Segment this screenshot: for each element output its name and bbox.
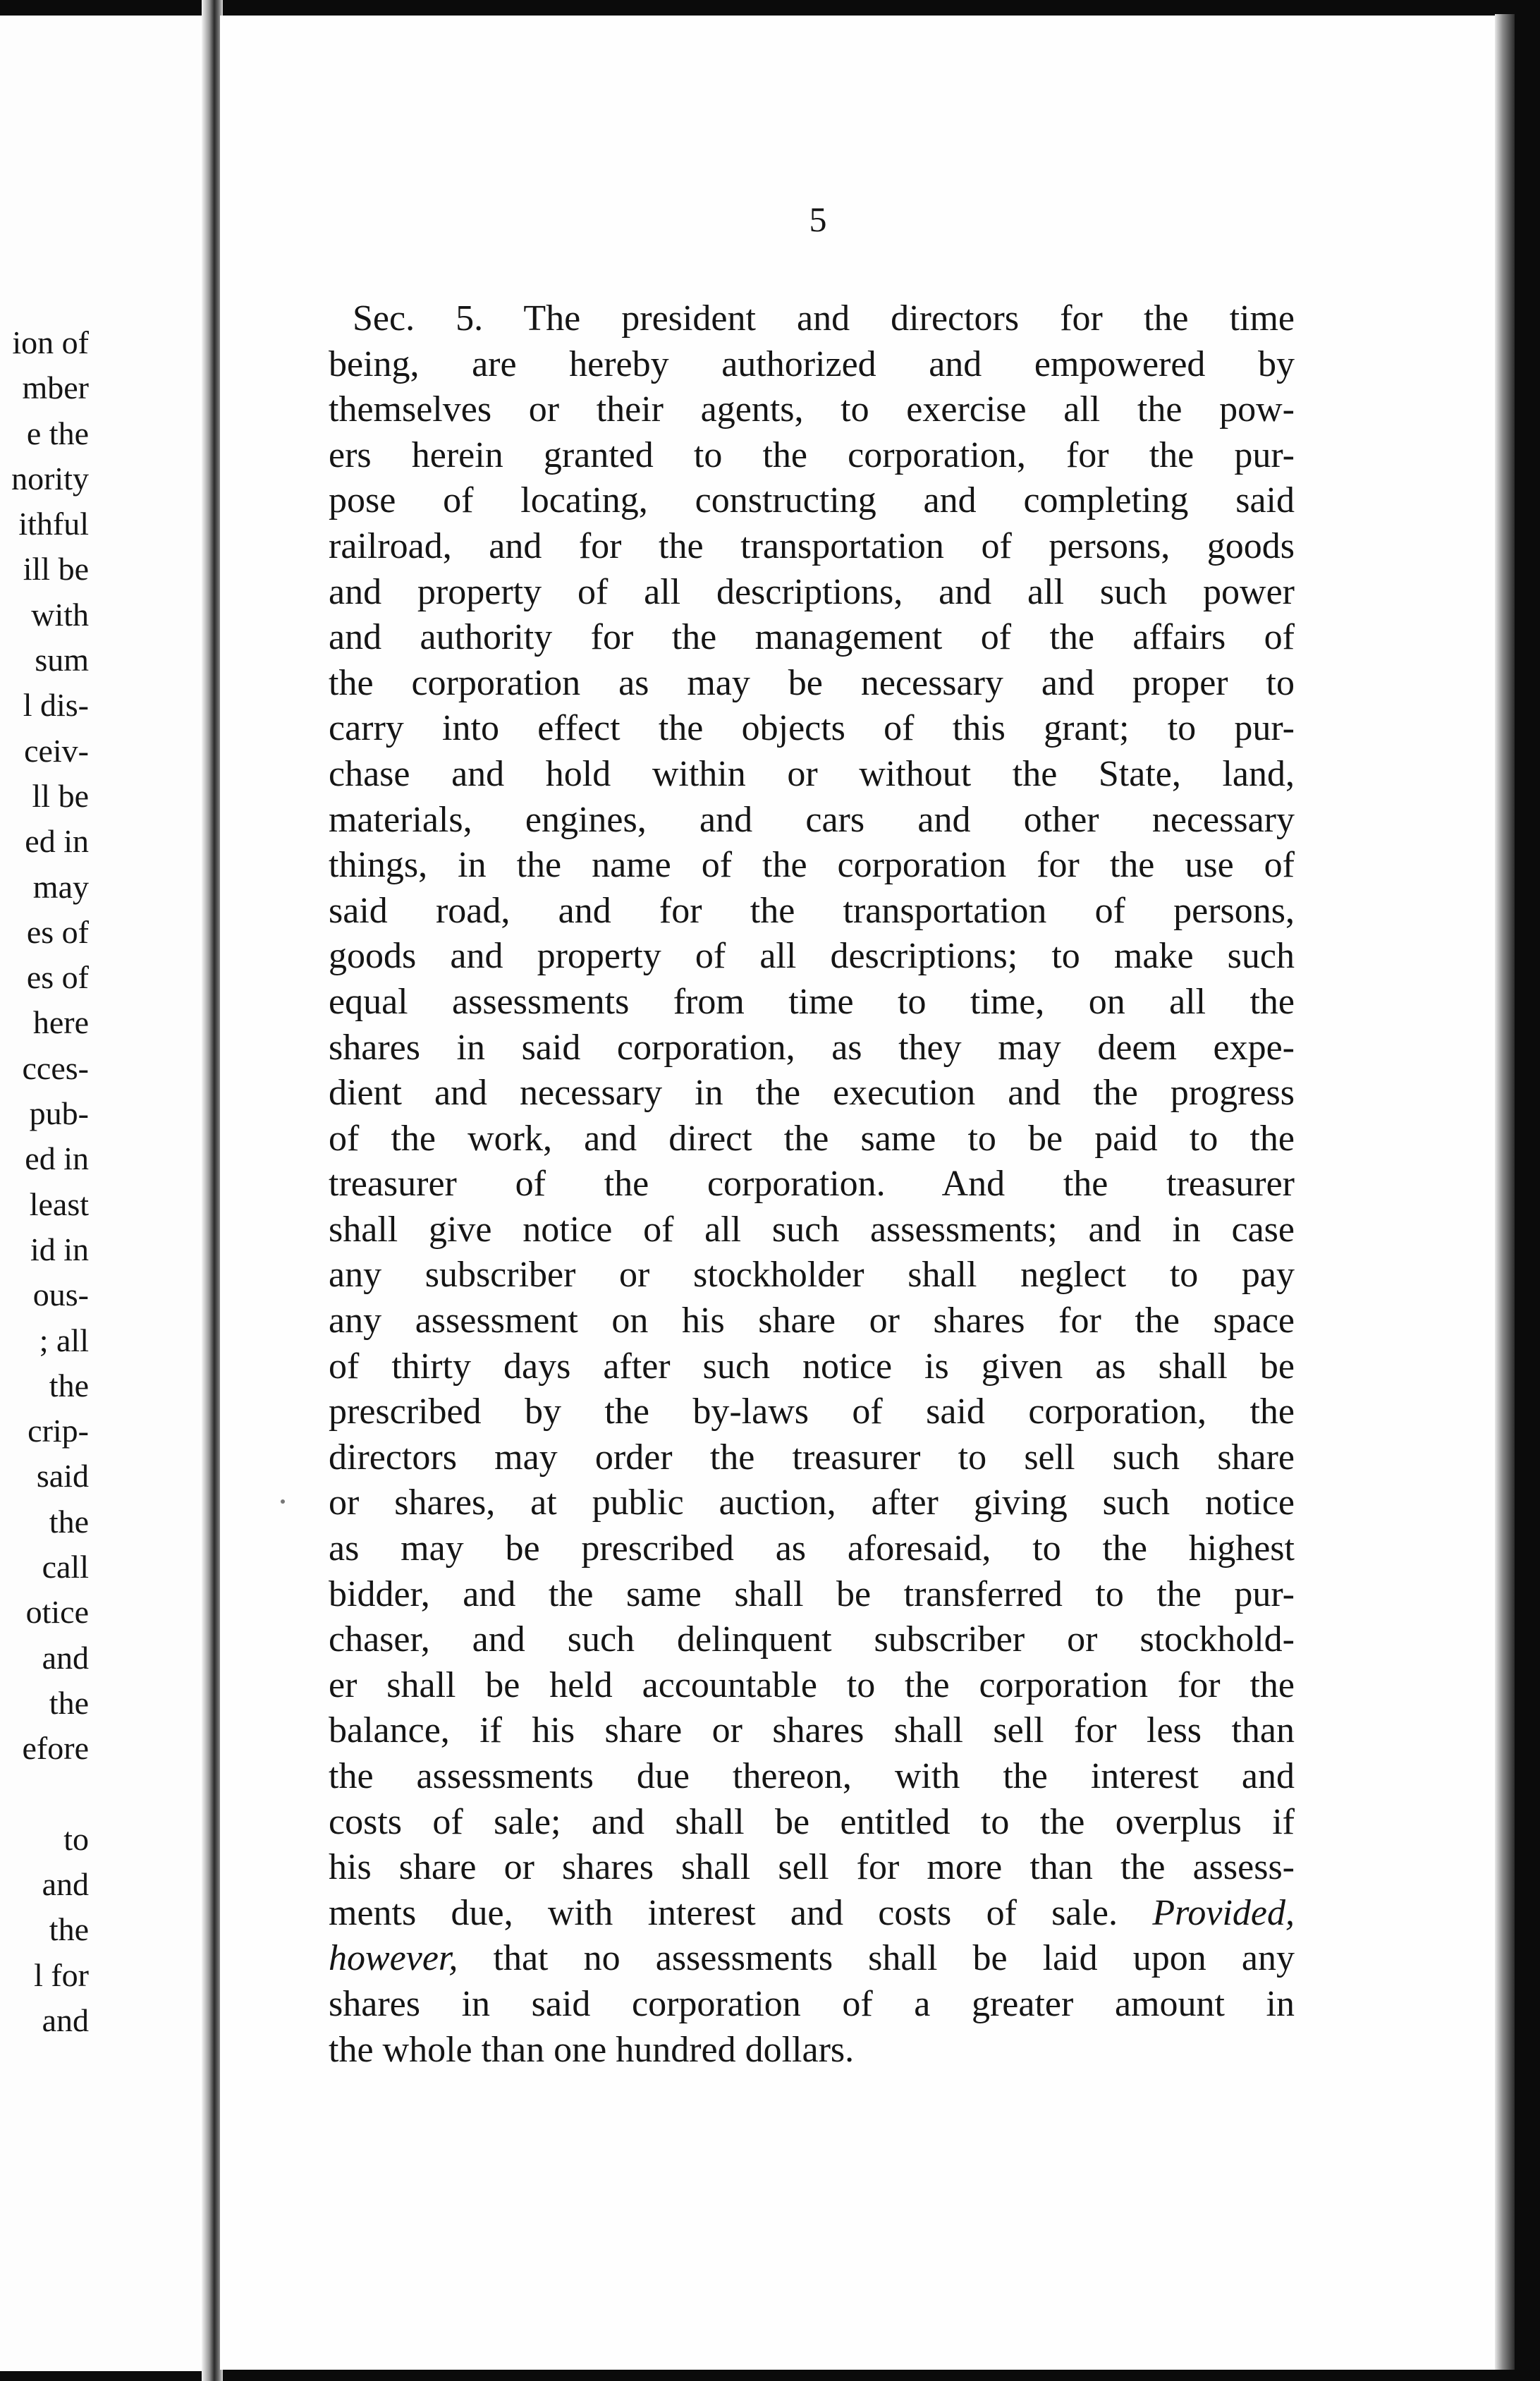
facing-page-line: l for — [34, 1956, 89, 1993]
facing-page-line: ill be — [23, 551, 89, 587]
text-line: shares in said corporation of a greater amount in — [329, 1983, 1295, 2024]
text-line: themselves or their agents, to exercise all the pow- — [329, 389, 1295, 430]
facing-page-line: least — [29, 1186, 89, 1222]
text-line: the corporation as may be necessary and proper to — [329, 662, 1295, 703]
text-line: as may be prescribed as aforesaid, to the highest — [329, 1528, 1295, 1569]
facing-page-line — [0, 1772, 89, 1817]
text-line: pose of locating, constructing and completing said — [329, 480, 1295, 521]
facing-page-line: ed in — [25, 823, 89, 860]
text-line: materials, engines, and cars and other necessary — [329, 799, 1295, 840]
text-line: prescribed by the by-laws of said corporation, the — [329, 1392, 1295, 1432]
facing-page-line: the — [49, 1911, 89, 1948]
facing-page-line: e the — [26, 415, 89, 451]
facing-page-line: the — [49, 1367, 89, 1403]
text-line: railroad, and for the transportation of persons, goods — [329, 525, 1295, 566]
facing-page-line: crip- — [28, 1413, 89, 1449]
text-line: goods and property of all descriptions; to make such — [329, 936, 1295, 977]
facing-page-line: es of — [26, 959, 89, 996]
facing-page-line: nority — [11, 460, 89, 497]
text-line: being, are hereby authorized and empowered by — [329, 343, 1295, 384]
text-line — [329, 1891, 1295, 1937]
facing-page-fragment — [0, 16, 212, 2371]
facing-page-line: may — [32, 868, 89, 905]
text-line: er shall be held accountable to the corporation for the — [329, 1664, 1295, 1705]
page-edge-shadow — [1495, 14, 1515, 2370]
text-line: equal assessments from time to time, on all the — [329, 981, 1295, 1022]
facing-page-line: and — [42, 1866, 89, 1903]
text-line: dient and necessary in the execution and the progress — [329, 1073, 1295, 1114]
text-line: shall give notice of all such assessments; and in case — [329, 1209, 1295, 1250]
facing-page-line: and — [42, 2002, 89, 2038]
facing-page-line: the — [49, 1684, 89, 1721]
facing-page-line: otice — [25, 1594, 89, 1631]
text-line: of the work, and direct the same to be paid to the — [329, 1118, 1295, 1159]
facing-page-line: and — [42, 1639, 89, 1676]
facing-page-line: cces- — [22, 1049, 89, 1086]
text-line: and property of all descriptions, and all such power — [329, 571, 1295, 612]
facing-page-line: said — [36, 1458, 89, 1494]
facing-page-line: pub- — [29, 1095, 89, 1132]
facing-page-line: call — [42, 1549, 89, 1585]
text-line: or shares, at public auction, after giving such notice — [329, 1482, 1295, 1523]
facing-page-line: ll be — [32, 777, 89, 814]
page-number: 5 — [809, 200, 827, 239]
facing-page-line: the — [49, 1503, 89, 1540]
text-line: balance, if his share or shares shall sell for less than — [329, 1710, 1295, 1751]
text-line: the assessments due thereon, with the interest and — [329, 1756, 1295, 1796]
text-segment: ments due, with interest and costs of sale. — [329, 1892, 1118, 1933]
text-line: ers herein granted to the corporation, for the pur- — [329, 434, 1295, 475]
facing-page-line: to — [63, 1820, 89, 1857]
text-line: any assessment on his share or shares for the space — [329, 1301, 1295, 1341]
text-line — [329, 1936, 1295, 1982]
text-line: the whole than one hundred dollars. — [329, 2029, 855, 2070]
facing-page-line: sum — [35, 642, 89, 678]
text-line: bidder, and the same shall be transferred to the pur- — [329, 1573, 1295, 1614]
text-line: carry into effect the objects of this grant; to pur- — [329, 708, 1295, 749]
facing-page-line: ceiv- — [24, 732, 89, 769]
facing-page-line: es of — [26, 913, 89, 950]
text-line: of thirty days after such notice is given as shall be — [329, 1346, 1295, 1387]
proviso-keyword: however, — [329, 1938, 458, 1979]
facing-page-line: efore — [22, 1730, 89, 1767]
facing-page-line: id in — [30, 1231, 89, 1267]
text-line: directors may order the treasurer to sell such share — [329, 1437, 1295, 1478]
facing-page-line: ed in — [25, 1140, 89, 1177]
text-line: and authority for the management of the affairs of — [329, 617, 1295, 658]
text-line: costs of sale; and shall be entitled to the overplus if — [329, 1801, 1295, 1842]
text-line: chase and hold within or without the State, land, — [329, 753, 1295, 794]
text-line: chaser, and such delinquent subscriber or stockhold- — [329, 1619, 1295, 1660]
text-line: shares in said corporation, as they may deem expe- — [329, 1027, 1295, 1068]
text-line: things, in the name of the corporation for the use of — [329, 845, 1295, 886]
facing-page-line: here — [32, 1004, 89, 1041]
text-line: said road, and for the transportation of persons, — [329, 890, 1295, 931]
text-line: his share or shares shall sell for more than the assess- — [329, 1847, 1295, 1888]
section-5-text — [329, 296, 1295, 2073]
facing-page-line: mber — [22, 370, 89, 406]
section-heading-line: Sec. 5. The president and directors for the time — [353, 298, 1295, 339]
proviso-keyword: Provided, — [1152, 1892, 1295, 1933]
ink-speck — [281, 1499, 285, 1504]
text-line: treasurer of the corporation. And the treasurer — [329, 1164, 1295, 1205]
facing-page-line: ous- — [32, 1277, 89, 1313]
facing-page-line: l dis- — [23, 687, 89, 724]
facing-page-text-column — [0, 320, 89, 2043]
facing-page-line: ithful — [18, 506, 89, 542]
facing-page-line: ; all — [39, 1322, 89, 1358]
facing-page-line: ion of — [12, 324, 89, 360]
text-line: any subscriber or stockholder shall neglect to pay — [329, 1255, 1295, 1296]
facing-page-line: with — [31, 596, 89, 633]
text-segment: that no assessments shall be laid upon any — [493, 1938, 1295, 1979]
